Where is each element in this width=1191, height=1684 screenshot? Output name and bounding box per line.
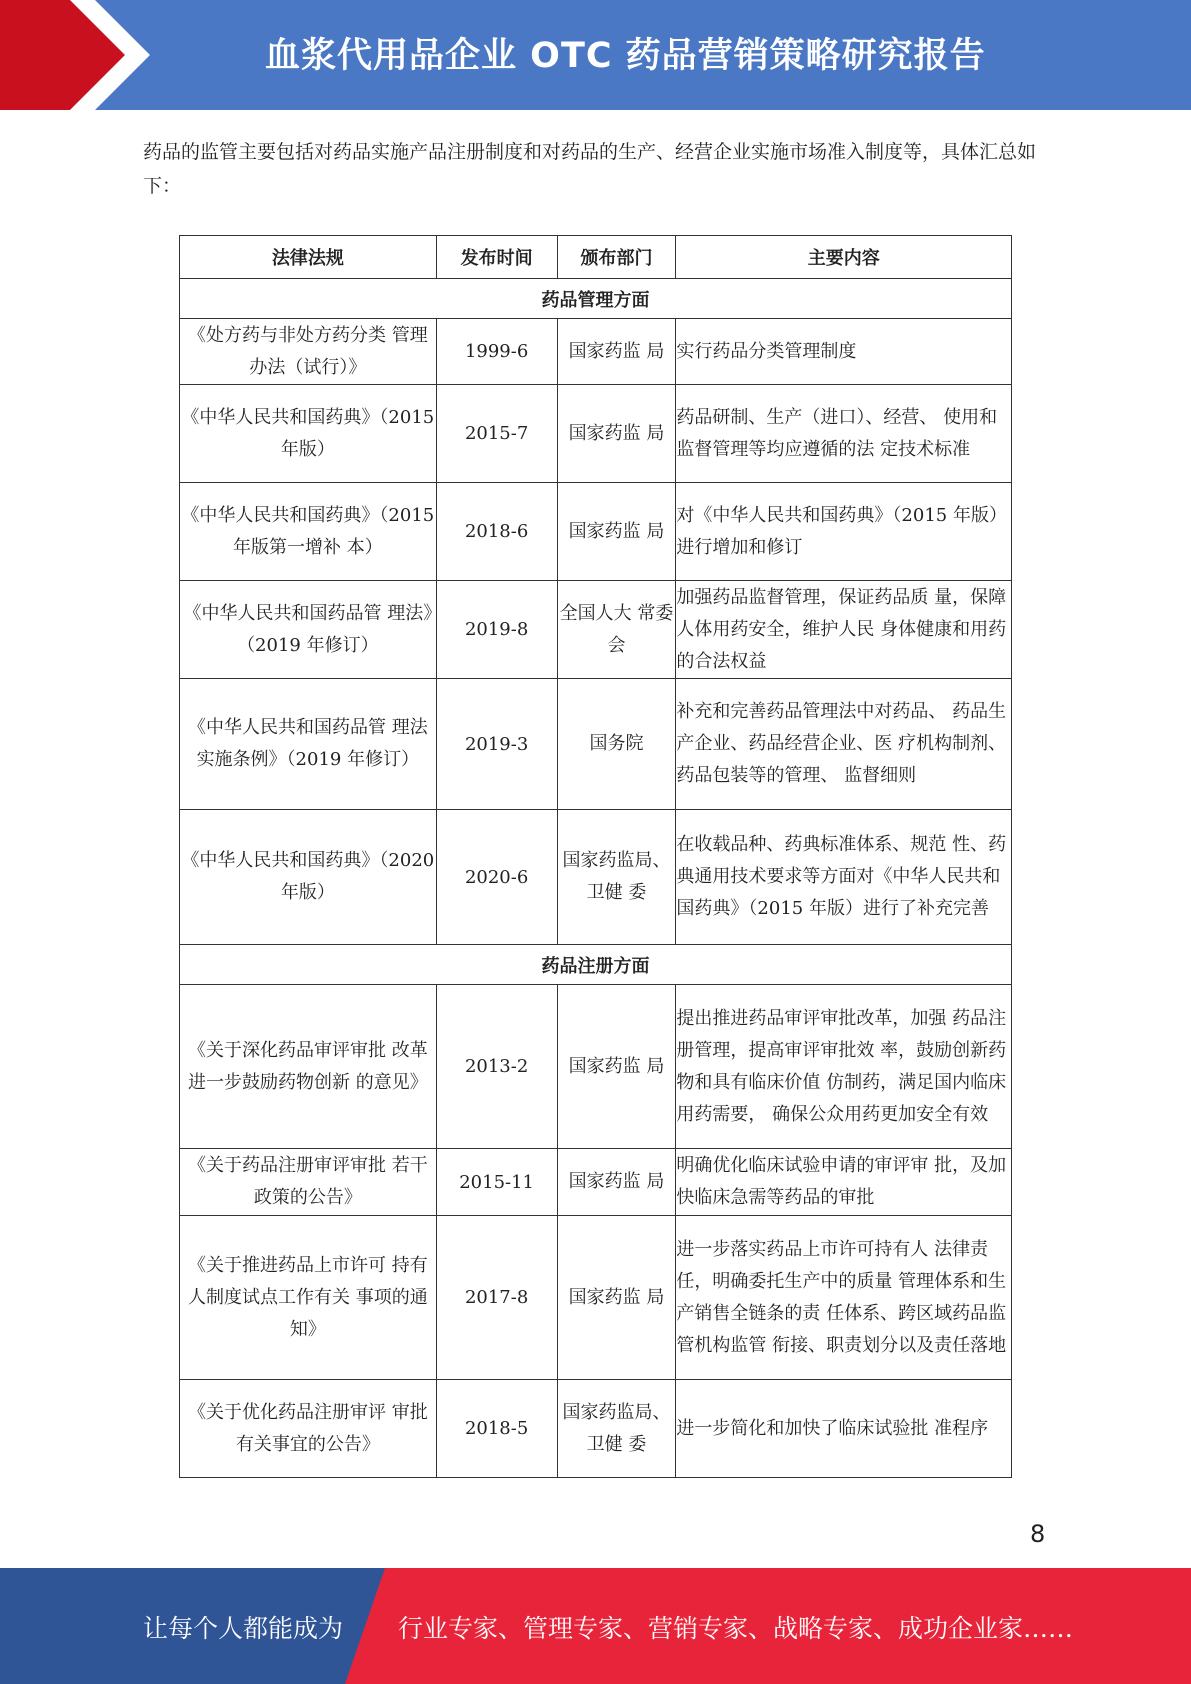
table-row	[180, 1149, 1012, 1216]
footer-slogan-left: 让每个人都能成为	[143, 1614, 344, 1643]
section-row	[180, 945, 1012, 985]
table-row	[180, 985, 1012, 1149]
main-content: 实行药品分类管理制度	[676, 319, 1012, 385]
main-content: 药品研制、生产（进口）、经营、 使用和监督管理等均应遵循的法 定技术标准	[676, 385, 1012, 483]
header-law: 法律法规	[180, 236, 437, 279]
page-number: 8	[1030, 1520, 1046, 1548]
issuing-dept: 国务院	[557, 679, 676, 810]
main-content: 加强药品监督管理，保证药品质 量，保障人体用药安全，维护人民 身体健康和用药的合法权益	[676, 581, 1012, 679]
table-row	[180, 1380, 1012, 1478]
issuing-dept: 国家药监局、卫健 委	[557, 810, 676, 945]
publish-date: 2019-3	[436, 679, 557, 810]
publish-date: 2013-2	[436, 985, 557, 1149]
issuing-dept: 国家药监 局	[557, 385, 676, 483]
main-content: 对《中华人民共和国药典》（2015 年版）进行增加和修订	[676, 483, 1012, 581]
law-name: 《中华人民共和国药典》（2015 年版第一增补 本）	[180, 483, 437, 581]
law-name: 《中华人民共和国药品管 理法实施条例》（2019 年修订）	[180, 679, 437, 810]
header-dept: 颁布部门	[557, 236, 676, 279]
report-title: 血浆代用品企业 OTC 药品营销策略研究报告	[265, 36, 986, 76]
publish-date: 2015-11	[436, 1149, 557, 1216]
section-row	[180, 279, 1012, 319]
table-row	[180, 810, 1012, 945]
footer-slogan-right: 行业专家、管理专家、营销专家、战略专家、成功企业家……	[398, 1614, 1074, 1643]
main-content: 进一步简化和加快了临床试验批 准程序	[676, 1380, 1012, 1478]
issuing-dept: 国家药监 局	[557, 1149, 676, 1216]
issuing-dept: 全国人大 常委会	[557, 581, 676, 679]
header-chevron-decoration	[0, 0, 160, 110]
publish-date: 2018-6	[436, 483, 557, 581]
table-row	[180, 483, 1012, 581]
table-row	[180, 319, 1012, 385]
law-name: 《处方药与非处方药分类 管理办法（试行）》	[180, 319, 437, 385]
section-title: 药品注册方面	[180, 945, 1012, 985]
regulations-table	[179, 235, 1012, 1478]
law-name: 《中华人民共和国药典》（2015 年版）	[180, 385, 437, 483]
section-title: 药品管理方面	[180, 279, 1012, 319]
issuing-dept: 国家药监 局	[557, 319, 676, 385]
main-content: 进一步落实药品上市许可持有人 法律责任，明确委托生产中的质量 管理体系和生产销售全链条的责 任体系、跨区域药品监管机构监管 衔接、职责划分以及责任落地	[676, 1216, 1012, 1380]
table-row	[180, 679, 1012, 810]
law-name: 《关于推进药品上市许可 持有人制度试点工作有关 事项的通知》	[180, 1216, 437, 1380]
table-row	[180, 385, 1012, 483]
table-row	[180, 581, 1012, 679]
table-row	[180, 1216, 1012, 1380]
publish-date: 2015-7	[436, 385, 557, 483]
header-date: 发布时间	[436, 236, 557, 279]
issuing-dept: 国家药监 局	[557, 483, 676, 581]
page-header	[0, 0, 1191, 110]
publish-date: 2017-8	[436, 1216, 557, 1380]
law-name: 《中华人民共和国药品管 理法》（2019 年修订）	[180, 581, 437, 679]
issuing-dept: 国家药监局、卫健 委	[557, 1380, 676, 1478]
page-footer	[0, 1568, 1191, 1684]
publish-date: 2019-8	[436, 581, 557, 679]
main-content: 明确优化临床试验申请的审评审 批，及加快临床急需等药品的审批	[676, 1149, 1012, 1216]
law-name: 《关于深化药品审评审批 改革进一步鼓励药物创新 的意见》	[180, 985, 437, 1149]
publish-date: 2018-5	[436, 1380, 557, 1478]
header-content: 主要内容	[676, 236, 1012, 279]
issuing-dept: 国家药监 局	[557, 1216, 676, 1380]
main-content: 在收载品种、药典标准体系、规范 性、药典通用技术要求等方面对《中华人民共和国药典》（2015 年版）进行了补充完善	[676, 810, 1012, 945]
publish-date: 2020-6	[436, 810, 557, 945]
table-header-row	[180, 236, 1012, 279]
law-name: 《关于药品注册审评审批 若干政策的公告》	[180, 1149, 437, 1216]
law-name: 《关于优化药品注册审评 审批有关事宜的公告》	[180, 1380, 437, 1478]
main-content: 提出推进药品审评审批改革，加强 药品注册管理，提高审评审批效 率，鼓励创新药物和具有临床价值 仿制药，满足国内临床用药需要， 确保公众用药更加安全有效	[676, 985, 1012, 1149]
main-content: 补充和完善药品管理法中对药品、 药品生产企业、药品经营企业、医 疗机构制剂、药品包装等的管理、 监督细则	[676, 679, 1012, 810]
issuing-dept: 国家药监 局	[557, 985, 676, 1149]
law-name: 《中华人民共和国药典》（2020 年版）	[180, 810, 437, 945]
publish-date: 1999-6	[436, 319, 557, 385]
intro-paragraph: 药品的监管主要包括对药品实施产品注册制度和对药品的生产、经营企业实施市场准入制度等，具体汇总如下：	[143, 141, 1037, 197]
